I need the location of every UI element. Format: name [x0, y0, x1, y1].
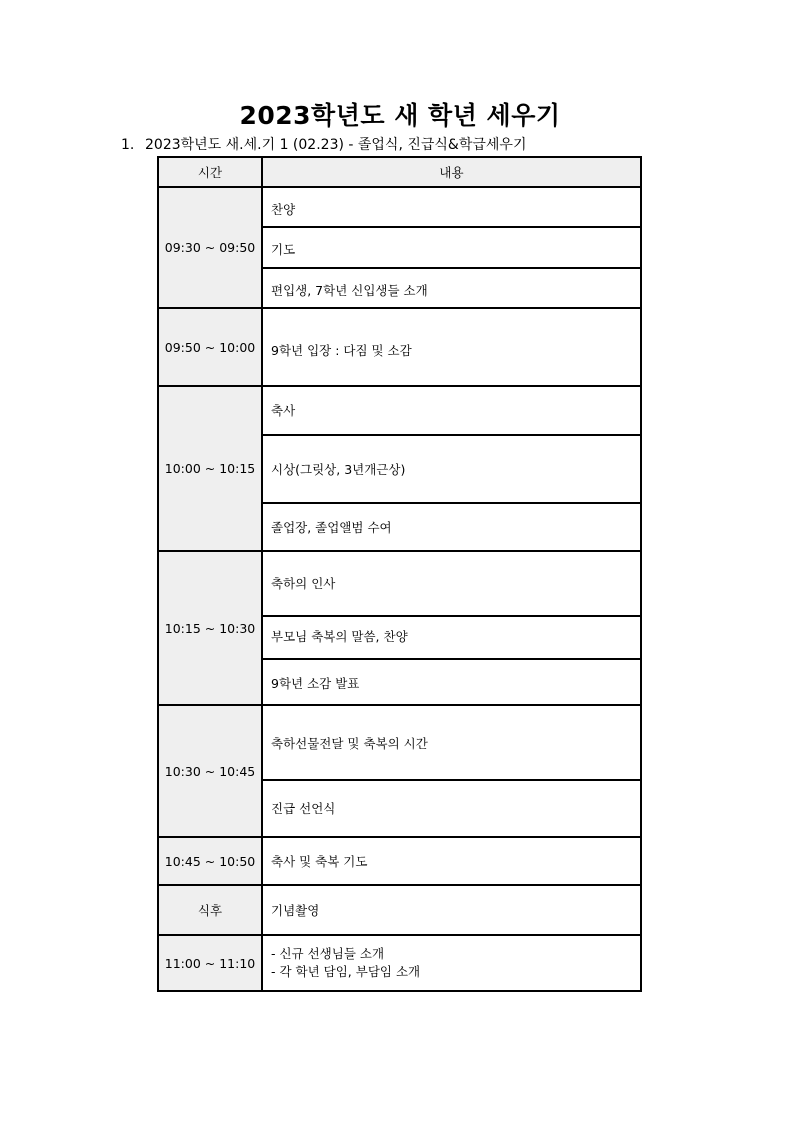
content-cell: 기념촬영 — [262, 885, 641, 935]
time-cell: 09:30 ~ 09:50 — [158, 187, 262, 308]
schedule-table — [157, 156, 642, 992]
content-line: - 각 학년 담임, 부담임 소개 — [271, 964, 421, 979]
content-line: - 신규 선생님들 소개 — [271, 946, 385, 961]
table-row — [158, 705, 641, 780]
time-cell: 10:15 ~ 10:30 — [158, 551, 262, 705]
header-time: 시간 — [158, 157, 262, 187]
time-cell: 11:00 ~ 11:10 — [158, 935, 262, 991]
table-row — [158, 885, 641, 935]
content-cell: 축하선물전달 및 축복의 시간 — [262, 705, 641, 780]
content-cell: 축하의 인사 — [262, 551, 641, 616]
table-header-row — [158, 157, 641, 187]
table-row — [158, 837, 641, 885]
section-heading — [121, 134, 526, 154]
time-cell: 10:45 ~ 10:50 — [158, 837, 262, 885]
table-row — [158, 935, 641, 991]
table-row — [158, 308, 641, 386]
section-heading-text: 2023학년도 새.세.기 1 (02.23) - 졸업식, 진급식&학급세우기 — [145, 137, 527, 153]
content-cell — [262, 935, 641, 991]
table-row — [158, 386, 641, 435]
table-row — [158, 551, 641, 616]
section-number: 1. — [121, 137, 135, 153]
time-cell: 10:00 ~ 10:15 — [158, 386, 262, 551]
time-cell: 10:30 ~ 10:45 — [158, 705, 262, 837]
content-cell: 부모님 축복의 말씀, 찬양 — [262, 616, 641, 659]
content-cell: 졸업장, 졸업앨범 수여 — [262, 503, 641, 551]
content-cell: 9학년 소감 발표 — [262, 659, 641, 705]
content-cell: 진급 선언식 — [262, 780, 641, 837]
content-cell: 기도 — [262, 227, 641, 268]
header-content: 내용 — [262, 157, 641, 187]
content-cell: 축사 및 축복 기도 — [262, 837, 641, 885]
content-cell: 9학년 입장 : 다짐 및 소감 — [262, 308, 641, 386]
content-cell: 편입생, 7학년 신입생들 소개 — [262, 268, 641, 308]
page-title: 2023학년도 새 학년 세우기 — [239, 101, 561, 130]
content-cell: 축사 — [262, 386, 641, 435]
content-cell: 시상(그릿상, 3년개근상) — [262, 435, 641, 503]
table-row — [158, 187, 641, 227]
time-cell: 식후 — [158, 885, 262, 935]
content-cell: 찬양 — [262, 187, 641, 227]
time-cell: 09:50 ~ 10:00 — [158, 308, 262, 386]
